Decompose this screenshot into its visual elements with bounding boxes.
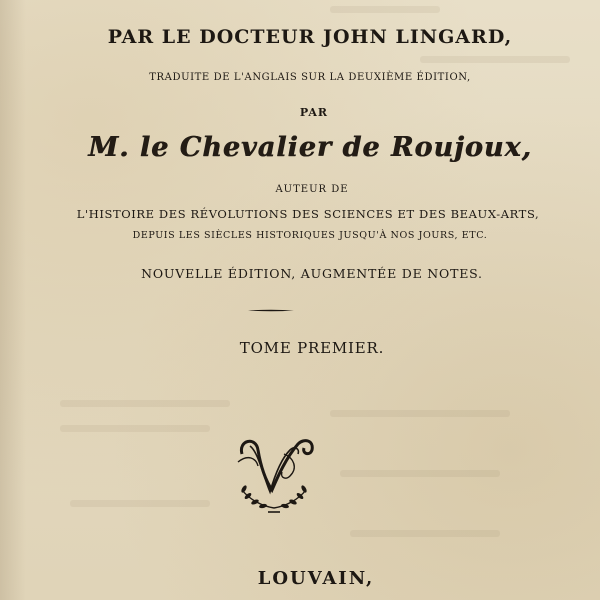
bleed-through-mark bbox=[330, 6, 440, 13]
publication-place: LOUVAIN, bbox=[257, 568, 375, 589]
other-work-span: DEPUIS LES SIÈCLES HISTORIQUES JUSQU'À NOS JOURS, ETC. bbox=[132, 230, 488, 241]
bleed-through-mark bbox=[420, 56, 570, 63]
bleed-through-mark bbox=[350, 530, 500, 537]
other-work-title: L'HISTOIRE DES RÉVOLUTIONS DES SCIENCES ET DES BEAUX-ARTS, bbox=[76, 207, 540, 221]
translator-name: M. le Chevalier de Roujoux, bbox=[88, 132, 532, 163]
author-of-label: AUTEUR DE bbox=[275, 184, 349, 195]
volume-label: TOME PREMIER. bbox=[239, 339, 385, 357]
bleed-through-mark bbox=[60, 425, 210, 432]
bleed-through-mark bbox=[340, 470, 500, 477]
translation-note: TRADUITE DE L'ANGLAIS SUR LA DEUXIÈME ÉDITION, bbox=[149, 72, 471, 83]
author-line: PAR LE DOCTEUR JOHN LINGARD, bbox=[107, 26, 513, 48]
bleed-through-mark bbox=[60, 400, 230, 407]
bleed-through-mark bbox=[330, 410, 510, 417]
publisher-monogram-icon bbox=[228, 432, 320, 518]
by-label: PAR bbox=[299, 106, 329, 119]
bleed-through-mark bbox=[70, 500, 210, 507]
ornamental-rule bbox=[248, 309, 294, 312]
page-gutter-shadow bbox=[0, 0, 26, 600]
edition-note: NOUVELLE ÉDITION, AUGMENTÉE DE NOTES. bbox=[141, 266, 483, 281]
